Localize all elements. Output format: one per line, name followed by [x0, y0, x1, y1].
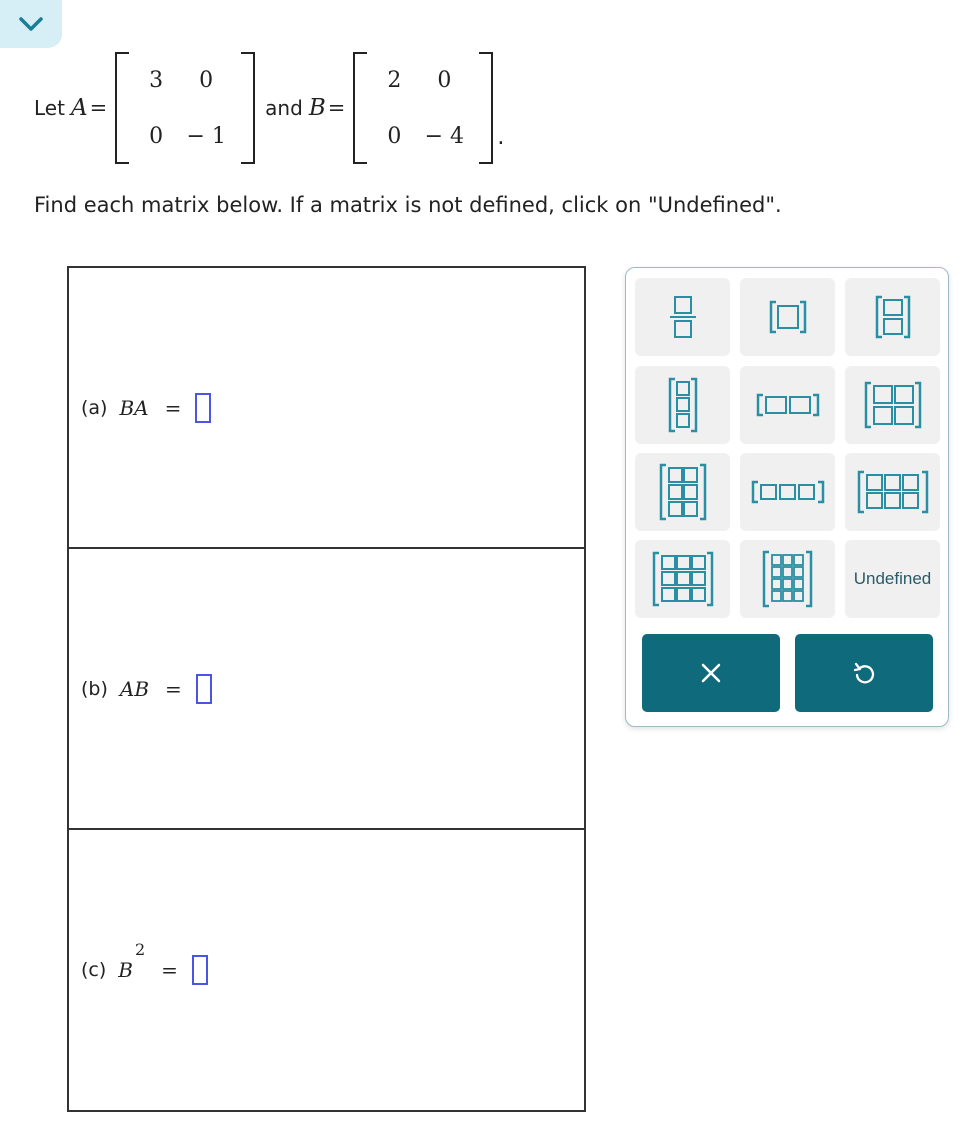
chevron-down-icon [18, 15, 44, 33]
matrix-b-entry: 2 [387, 67, 402, 93]
answer-panel [67, 266, 586, 1112]
part-label: (a) [81, 396, 108, 419]
matrix-2x1-button[interactable] [845, 278, 940, 356]
matrix-2x3-icon [857, 470, 929, 514]
matrix-3x2-icon [659, 463, 707, 521]
instructions: Find each matrix below. If a matrix is not defined, click on "Undefined". [34, 193, 782, 217]
answer-input-a[interactable] [195, 393, 211, 423]
answer-input-c[interactable] [192, 955, 208, 985]
part-expression [118, 940, 146, 982]
matrix-4x3-icon [762, 550, 814, 608]
fraction-button[interactable] [635, 278, 730, 356]
matrix-3x1-icon [668, 377, 698, 433]
part-a [69, 268, 584, 549]
matrix-2x2-button[interactable] [845, 366, 940, 444]
matrix-1x2-icon [756, 393, 820, 417]
matrix-1x2-button[interactable] [740, 366, 835, 444]
matrix-3x2-button[interactable] [635, 453, 730, 531]
close-icon [700, 662, 722, 684]
matrix-2x3-button[interactable] [845, 453, 940, 531]
part-exponent: 2 [134, 940, 146, 959]
equals-sign: = [165, 676, 182, 701]
part-label: (b) [81, 677, 108, 700]
undo-button[interactable] [795, 634, 933, 712]
matrix-1x3-button[interactable] [740, 453, 835, 531]
matrix-a-name: A [70, 95, 88, 121]
answer-input-b[interactable] [196, 674, 212, 704]
equals-sign: = [327, 96, 346, 120]
undefined-button[interactable] [845, 540, 940, 618]
fraction-template-icon [668, 295, 698, 339]
equals-sign: = [164, 395, 182, 420]
matrix-4x3-button[interactable] [740, 540, 835, 618]
matrix-b-name: B [308, 95, 326, 121]
clear-button[interactable] [642, 634, 780, 712]
matrix-b-entry: 0 [387, 123, 402, 149]
period: . [497, 125, 505, 150]
matrix-a-entry: − 1 [186, 123, 226, 149]
part-expression: AB [119, 676, 150, 701]
matrix-3x1-button[interactable] [635, 366, 730, 444]
matrix-2x2-icon [864, 381, 922, 429]
matrix-3x3-icon [652, 551, 714, 607]
part-expression: BA [119, 395, 149, 420]
part-label: (c) [81, 959, 107, 981]
undefined-label: Undefined [853, 569, 932, 588]
matrix-1x3-icon [751, 480, 825, 504]
and-text: and [265, 96, 303, 120]
part-b [69, 549, 584, 830]
undo-icon [852, 661, 876, 685]
matrix-b-entry: 0 [437, 67, 452, 93]
matrix-a-entry: 3 [149, 67, 164, 93]
matrix-1x1-button[interactable] [740, 278, 835, 356]
matrix-1x1-icon [768, 300, 808, 334]
matrix-a [115, 52, 255, 164]
part-c [69, 830, 584, 1110]
math-palette [625, 267, 949, 727]
matrix-a-entry: 0 [149, 123, 164, 149]
matrix-2x1-icon [875, 295, 911, 339]
matrix-a-entry: 0 [199, 67, 214, 93]
let-text: Let [34, 96, 65, 120]
equals-sign: = [161, 958, 178, 982]
equals-sign: = [89, 96, 108, 120]
collapse-toggle[interactable] [0, 0, 62, 48]
matrix-3x3-button[interactable] [635, 540, 730, 618]
problem-statement [34, 48, 504, 168]
matrix-b-entry: − 4 [424, 123, 465, 149]
part-base: B [118, 958, 133, 982]
matrix-b [353, 52, 493, 164]
